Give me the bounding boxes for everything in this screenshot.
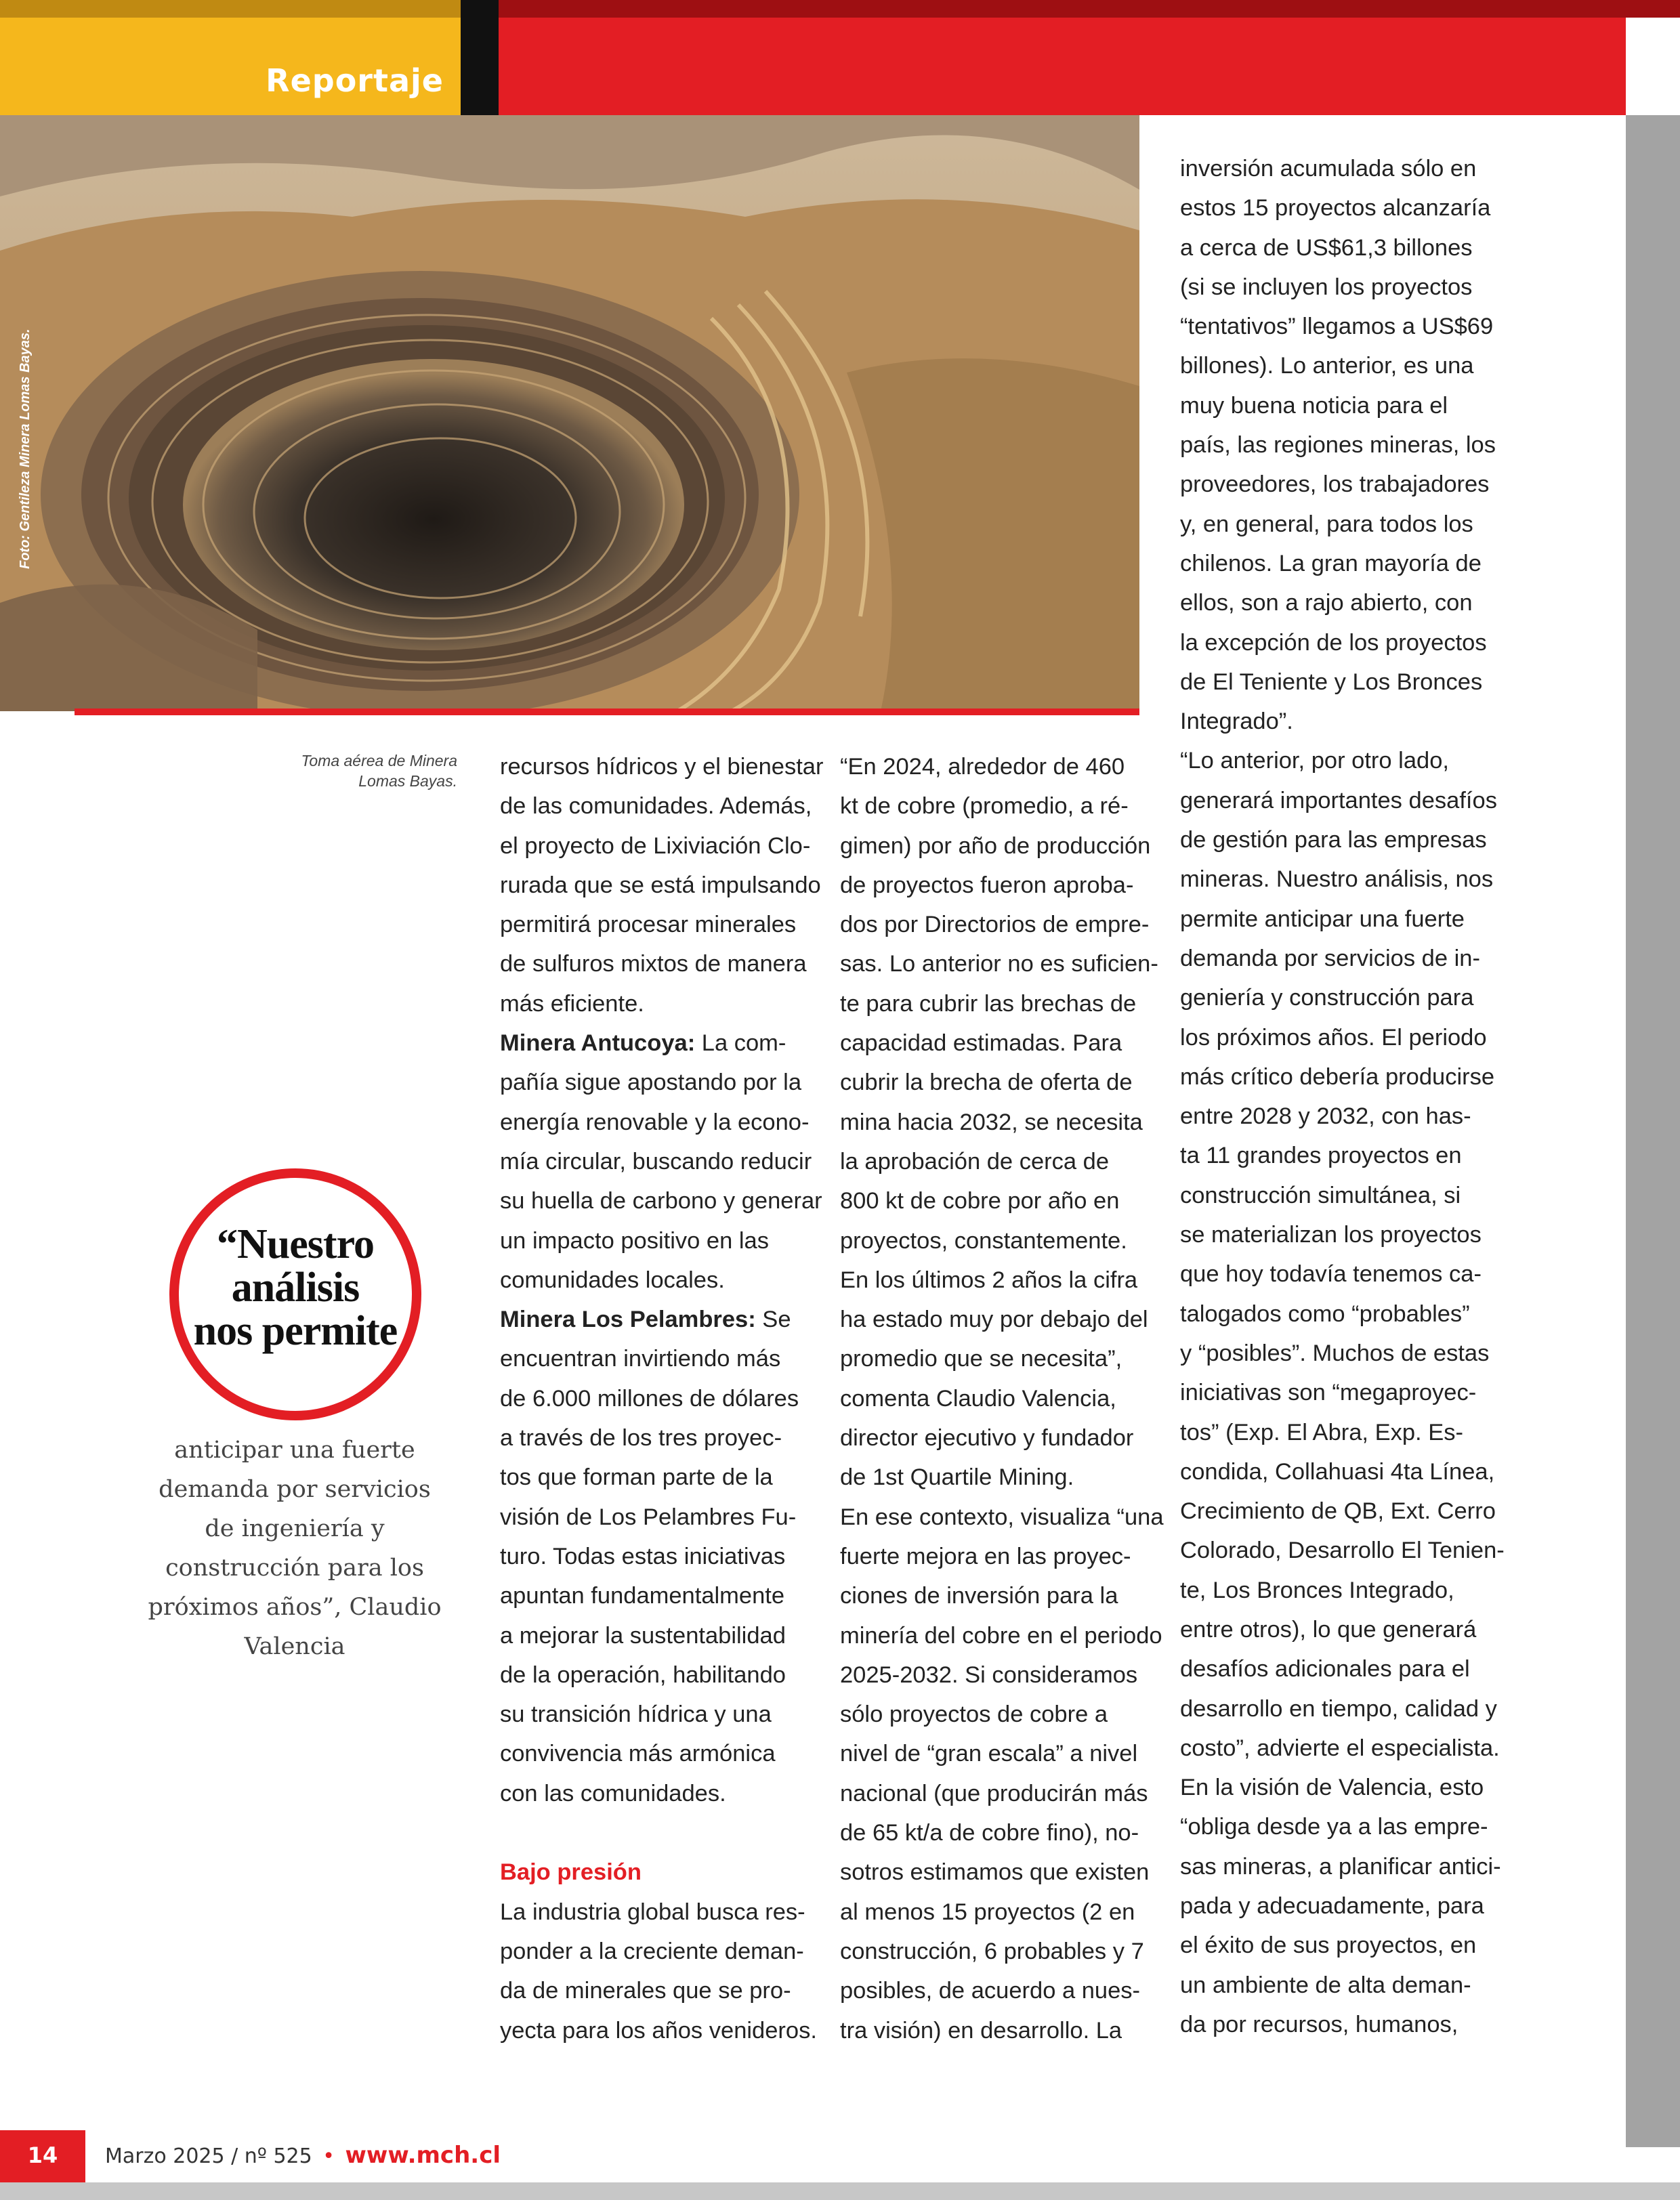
text-line: condida, Collahuasi 4ta Línea, bbox=[1180, 1458, 1495, 1485]
text-line: mía circular, buscando reducir bbox=[500, 1148, 812, 1175]
paragraph-lines bbox=[500, 1063, 822, 1300]
text-line: ellos, son a rajo abierto, con bbox=[1180, 590, 1473, 616]
text-line: tos que forman parte de la bbox=[500, 1464, 773, 1491]
text-line: sas mineras, a planificar antici- bbox=[1180, 1853, 1501, 1880]
text-line: su huella de carbono y generar bbox=[500, 1188, 822, 1214]
text-line: Colorado, Desarrollo El Tenien- bbox=[1180, 1538, 1505, 1564]
text-line: sas. Lo anterior no es suficien- bbox=[840, 951, 1158, 977]
text-line: pañía sigue apostando por la bbox=[500, 1070, 802, 1096]
text-line: talogados como “probables” bbox=[1180, 1300, 1470, 1327]
text-line: construcción simultánea, si bbox=[1180, 1182, 1461, 1208]
text-line: da de minerales que se pro- bbox=[500, 1978, 791, 2004]
paragraph bbox=[1180, 741, 1505, 1768]
paragraph bbox=[1180, 1768, 1501, 2044]
text-line: minería del cobre en el periodo bbox=[840, 1622, 1162, 1649]
text-line: de sulfuros mixtos de manera bbox=[500, 951, 807, 977]
issue-label: Marzo 2025 / nº 525 bbox=[105, 2144, 312, 2168]
text-line: de las comunidades. Además, bbox=[500, 793, 812, 820]
text-line: energía renovable y la econo- bbox=[500, 1109, 810, 1135]
text-line bbox=[500, 1300, 805, 1339]
header-red-strip bbox=[499, 0, 1680, 18]
text-line: billones). Lo anterior, es una bbox=[1180, 353, 1474, 379]
text-line: a través de los tres proyec- bbox=[500, 1425, 782, 1452]
pull-quote-line: demanda por servicios bbox=[159, 1476, 431, 1503]
paragraph-lines bbox=[500, 1339, 805, 1813]
text-line: de El Teniente y Los Bronces bbox=[1180, 669, 1483, 695]
text-line: Integrado”. bbox=[1180, 708, 1293, 735]
text-line: inversión acumulada sólo en bbox=[1180, 156, 1477, 182]
header-red-block bbox=[499, 18, 1626, 115]
text-line: ponder a la creciente deman- bbox=[500, 1938, 804, 1964]
paragraph bbox=[500, 747, 824, 1023]
text-line: recursos hídricos y el bienestar bbox=[500, 754, 824, 780]
pull-quote-line: “Nuestro bbox=[217, 1221, 374, 1267]
text-line: costo”, advierte el especialista. bbox=[1180, 1735, 1500, 1761]
text-line: yecta para los años venideros. bbox=[500, 2017, 817, 2044]
text-line: “En 2024, alrededor de 460 bbox=[840, 754, 1125, 780]
text-line: a cerca de US$61,3 billones bbox=[1180, 234, 1473, 261]
text-line: más crítico debería producirse bbox=[1180, 1063, 1495, 1090]
text-line: chilenos. La gran mayoría de bbox=[1180, 550, 1482, 576]
text-line: la excepción de los proyectos bbox=[1180, 629, 1487, 656]
paragraph bbox=[840, 1498, 1164, 2050]
page-number: 14 bbox=[27, 2142, 58, 2168]
text-line: tos” (Exp. El Abra, Exp. Es- bbox=[1180, 1419, 1463, 1445]
text-line: mineras. Nuestro análisis, nos bbox=[1180, 866, 1494, 893]
text-line: y, en general, para todos los bbox=[1180, 511, 1473, 537]
article-column-3 bbox=[1180, 149, 1505, 2044]
text-line: ha estado muy por debajo del bbox=[840, 1307, 1148, 1333]
text-line: desafíos adicionales para el bbox=[1180, 1656, 1470, 1683]
text-run: Se bbox=[755, 1307, 791, 1333]
text-line: a mejorar la sustentabilidad bbox=[500, 1622, 786, 1649]
photo-red-rule bbox=[75, 708, 1139, 715]
pull-quote-heading bbox=[169, 1223, 421, 1353]
text-line: desarrollo en tiempo, calidad y bbox=[1180, 1695, 1497, 1722]
text-line: la aprobación de cerca de bbox=[840, 1148, 1110, 1175]
text-line: de gestión para las empresas bbox=[1180, 827, 1487, 853]
text-line: estos 15 proyectos alcanzaría bbox=[1180, 195, 1491, 221]
text-line: 2025-2032. Si consideramos bbox=[840, 1662, 1138, 1688]
pull-quote-line: anticipar una fuerte bbox=[174, 1437, 415, 1464]
text-line bbox=[500, 1023, 805, 1063]
text-line: fuerte mejora en las proyec- bbox=[840, 1543, 1131, 1569]
text-line: pada y adecuadamente, para bbox=[1180, 1893, 1484, 1920]
pull-quote-body bbox=[139, 1431, 450, 1666]
text-line: Crecimiento de QB, Ext. Cerro bbox=[1180, 1498, 1496, 1525]
text-line: encuentran invirtiendo más bbox=[500, 1346, 781, 1372]
company-lead: Minera Los Pelambres: bbox=[500, 1307, 756, 1333]
text-line: demanda por servicios de in- bbox=[1180, 945, 1480, 971]
text-line: de proyectos fueron aproba- bbox=[840, 872, 1134, 898]
text-line: mina hacia 2032, se necesita bbox=[840, 1109, 1143, 1135]
text-line: ciones de inversión para la bbox=[840, 1583, 1118, 1609]
text-line: comenta Claudio Valencia, bbox=[840, 1385, 1116, 1412]
text-line: un ambiente de alta deman- bbox=[1180, 1972, 1471, 1998]
text-line: En la visión de Valencia, esto bbox=[1180, 1775, 1484, 1801]
mine-aerial-photo bbox=[0, 115, 1139, 711]
section-label: Reportaje bbox=[266, 62, 444, 99]
text-line: promedio que se necesita”, bbox=[840, 1346, 1122, 1372]
text-line: da por recursos, humanos, bbox=[1180, 2011, 1458, 2037]
photo-caption: Toma aérea de Minera Lomas Bayas. bbox=[301, 752, 457, 790]
text-line: construcción, 6 probables y 7 bbox=[840, 1938, 1144, 1964]
footer-separator: • bbox=[322, 2144, 335, 2168]
text-line: más eficiente. bbox=[500, 990, 644, 1017]
text-line: 800 kt de cobre por año en bbox=[840, 1188, 1120, 1214]
website-link[interactable]: www.mch.cl bbox=[345, 2142, 501, 2169]
article-column-2 bbox=[840, 747, 1164, 2050]
company-lead: Minera Antucoya: bbox=[500, 1030, 696, 1057]
text-line: entre 2028 y 2032, con has- bbox=[1180, 1103, 1471, 1130]
text-line: sotros estimamos que existen bbox=[840, 1859, 1150, 1886]
text-line: “Lo anterior, por otro lado, bbox=[1180, 748, 1449, 774]
text-line: En ese contexto, visualiza “una bbox=[840, 1504, 1164, 1530]
pull-quote-line: Valencia bbox=[244, 1633, 345, 1660]
text-line: de 1st Quartile Mining. bbox=[840, 1464, 1074, 1491]
text-line: comunidades locales. bbox=[500, 1267, 725, 1293]
text-line: En los últimos 2 años la cifra bbox=[840, 1267, 1138, 1293]
pull-quote-line: construcción para los bbox=[165, 1554, 424, 1582]
text-line: el éxito de sus proyectos, en bbox=[1180, 1932, 1477, 1959]
text-line: proveedores, los trabajadores bbox=[1180, 471, 1490, 498]
header-yellow-strip bbox=[0, 0, 461, 18]
article-column-1 bbox=[500, 747, 824, 2050]
text-line: de 65 kt/a de cobre fino), no- bbox=[840, 1820, 1139, 1846]
text-line: te para cubrir las brechas de bbox=[840, 990, 1137, 1017]
page-edge-bar bbox=[1626, 115, 1680, 2147]
text-line: los próximos años. El periodo bbox=[1180, 1024, 1487, 1051]
text-line: con las comunidades. bbox=[500, 1780, 726, 1806]
spacer bbox=[500, 1813, 805, 1853]
text-line: capacidad estimadas. Para bbox=[840, 1030, 1122, 1057]
text-line: generará importantes desafíos bbox=[1180, 787, 1497, 813]
text-line: tra visión) en desarrollo. La bbox=[840, 2017, 1122, 2044]
text-line: iniciativas son “megaproyec- bbox=[1180, 1380, 1477, 1406]
text-line: geniería y construcción para bbox=[1180, 985, 1474, 1011]
open-pit-illustration bbox=[0, 115, 1139, 711]
paragraph bbox=[1180, 149, 1496, 741]
text-line: “tentativos” llegamos a US$69 bbox=[1180, 314, 1494, 340]
pull-quote-line: nos permite bbox=[193, 1308, 398, 1354]
subheading: Bajo presión bbox=[500, 1859, 642, 1886]
page-bottom-bar bbox=[0, 2182, 1680, 2200]
text-line: de la operación, habilitando bbox=[500, 1662, 786, 1688]
text-line: permite anticipar una fuerte bbox=[1180, 906, 1465, 932]
text-line: rurada que se está impulsando bbox=[500, 872, 821, 898]
text-line: entre otros), lo que generará bbox=[1180, 1616, 1477, 1643]
text-line: sólo proyectos de cobre a bbox=[840, 1701, 1108, 1728]
text-line: convivencia más armónica bbox=[500, 1741, 776, 1767]
text-line: te, Los Bronces Integrado, bbox=[1180, 1577, 1454, 1603]
text-line: director ejecutivo y fundador bbox=[840, 1425, 1134, 1452]
text-line: muy buena noticia para el bbox=[1180, 392, 1448, 419]
text-line: apuntan fundamentalmente bbox=[500, 1583, 785, 1609]
text-line: proyectos, constantemente. bbox=[840, 1227, 1127, 1254]
paragraph bbox=[500, 1892, 817, 2050]
pull-quote-line: próximos años”, Claudio bbox=[148, 1594, 442, 1621]
text-line: turo. Todas estas iniciativas bbox=[500, 1543, 786, 1569]
text-run: La com- bbox=[695, 1030, 786, 1057]
text-line: posibles, de acuerdo a nues- bbox=[840, 1978, 1141, 2004]
text-line: un impacto positivo en las bbox=[500, 1227, 769, 1254]
text-line: país, las regiones mineras, los bbox=[1180, 432, 1496, 459]
text-line: se materializan los proyectos bbox=[1180, 1222, 1482, 1248]
text-line: nacional (que producirán más bbox=[840, 1780, 1148, 1806]
text-line: y “posibles”. Muchos de estas bbox=[1180, 1340, 1490, 1366]
photo-credit: Foto: Gentileza Minera Lomas Bayas. bbox=[18, 329, 33, 569]
pull-quote-line: análisis bbox=[231, 1265, 360, 1311]
text-line: su transición hídrica y una bbox=[500, 1701, 772, 1728]
text-line: que hoy todavía tenemos ca- bbox=[1180, 1261, 1482, 1288]
paragraph bbox=[500, 1023, 822, 1300]
text-line: La industria global busca res- bbox=[500, 1899, 805, 1925]
text-line: cubrir la brecha de oferta de bbox=[840, 1070, 1133, 1096]
text-line: de 6.000 millones de dólares bbox=[500, 1385, 799, 1412]
paragraph bbox=[840, 747, 1158, 1498]
text-line: al menos 15 proyectos (2 en bbox=[840, 1899, 1135, 1925]
text-line: visión de Los Pelambres Fu- bbox=[500, 1504, 797, 1530]
text-line: nivel de “gran escala” a nivel bbox=[840, 1741, 1138, 1767]
text-line: ta 11 grandes proyectos en bbox=[1180, 1143, 1462, 1169]
text-line: dos por Directorios de empre- bbox=[840, 912, 1150, 938]
text-line: el proyecto de Lixiviación Clo- bbox=[500, 832, 811, 859]
header-black-divider bbox=[461, 0, 499, 115]
paragraph bbox=[500, 1300, 805, 1813]
text-line: gimen) por año de producción bbox=[840, 832, 1151, 859]
text-line: “obliga desde ya a las empre- bbox=[1180, 1814, 1488, 1840]
text-line: (si se incluyen los proyectos bbox=[1180, 274, 1473, 300]
pull-quote-line: de ingeniería y bbox=[205, 1515, 385, 1542]
text-line: permitirá procesar minerales bbox=[500, 912, 797, 938]
text-line: kt de cobre (promedio, a ré- bbox=[840, 793, 1129, 820]
footer-issue bbox=[105, 2142, 501, 2169]
